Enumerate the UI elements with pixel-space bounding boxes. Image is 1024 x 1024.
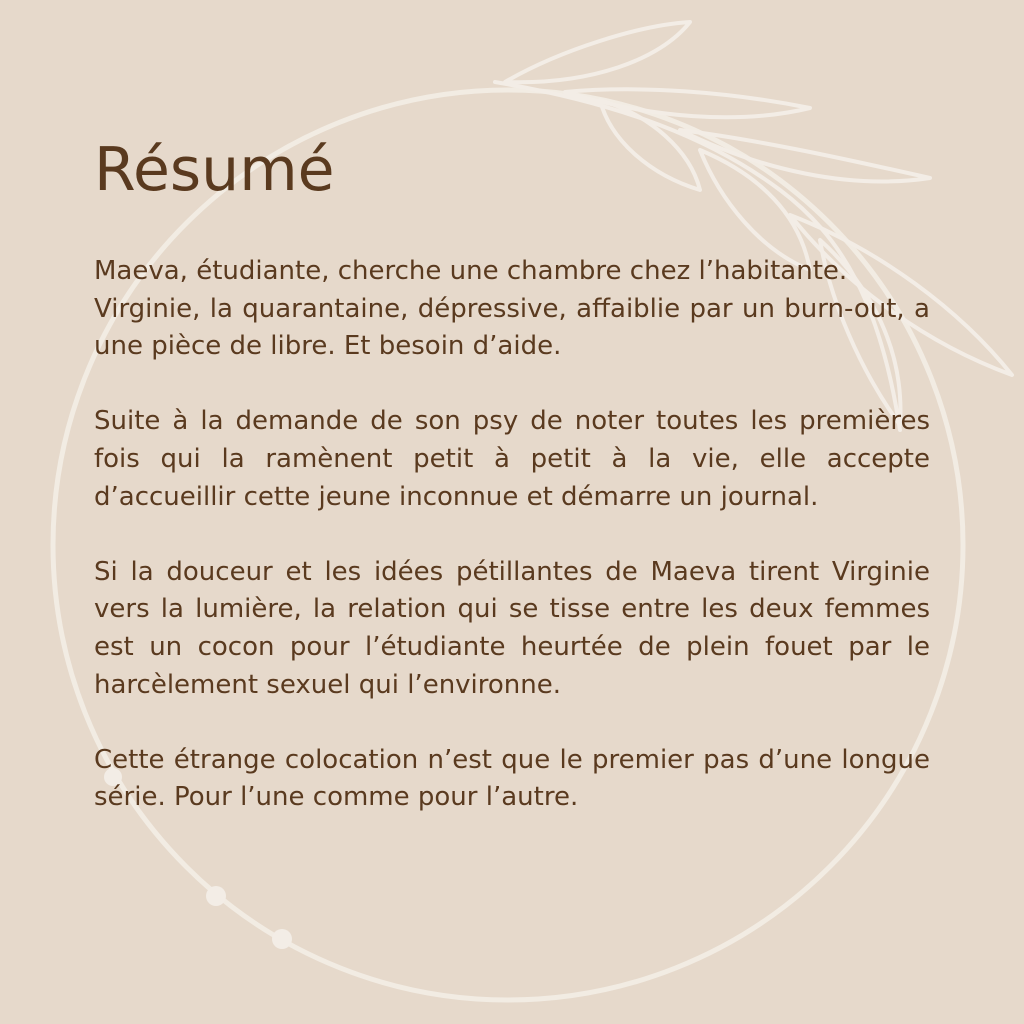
decor-dot: [272, 929, 292, 949]
paragraph-gap: [94, 516, 930, 554]
summary-paragraph: Suite à la demande de son psy de noter toutes les premières fois qui la ramènent petit à petit à la vie, elle accepte d’accueillir cette jeune inconnue et démarre un journal.: [94, 406, 930, 512]
decor-dot: [206, 886, 226, 906]
summary-paragraph: Cette étrange colocation n’est que le premier pas d’une longue série. Pour l’une comme pour l’autre.: [94, 744, 930, 813]
summary-body: [94, 253, 930, 817]
summary-paragraph: Si la douceur et les idées pétillantes de Maeva tirent Virginie vers la lumière, la relation qui se tisse entre les deux femmes est un cocon pour l’étudiante heurtée de plein fouet par le harcèlement sexuel qui l’environne.: [94, 556, 930, 700]
paragraph-gap: [94, 366, 930, 404]
summary-paragraph: Virginie, la quarantaine, dépressive, affaiblie par un burn-out, a une pièce de libre. Et besoin d’aide.: [94, 293, 930, 362]
paragraph-gap: [94, 704, 930, 742]
summary-paragraph: Maeva, étudiante, cherche une chambre chez l’habitante.: [94, 256, 848, 286]
page-title: Résumé: [94, 135, 335, 205]
